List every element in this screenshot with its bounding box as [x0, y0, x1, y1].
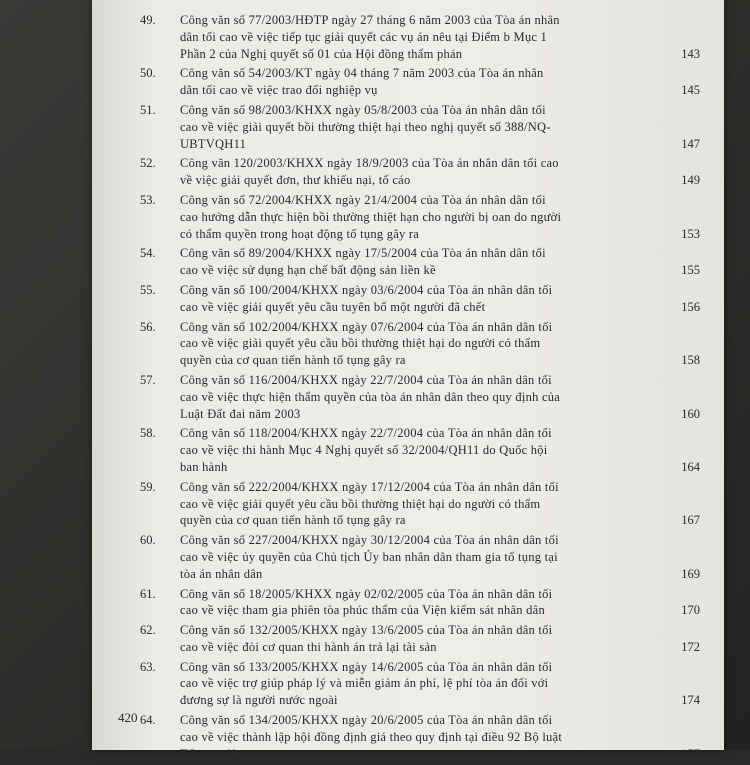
entry-title: Công văn số 133/2005/KHXX ngày 14/6/2005 của Tòa án nhân dân tối cao về việc trợ giúp pháp lý và miễn giảm án phí, lệ phí tòa án đối với đương sự là người nước ngoài — [180, 659, 553, 708]
entry-page-number: 149 — [681, 173, 700, 188]
entry-title: Công văn số 227/2004/KHXX ngày 30/12/2004 của Tòa án nhân dân tối cao về việc ủy quyền của Chủ tịch Ủy ban nhân dân tham gia tố tụng tại tòa án nhân dân — [180, 533, 559, 581]
entry-title: Công văn số 98/2003/KHXX ngày 05/8/2003 của Tòa án nhân dân tối cao về việc giải quyết bồi thường thiệt hại theo nghị quyết số 388/NQ-UBTVQH11 — [180, 102, 551, 151]
entry-title: Công văn số 134/2005/KHXX ngày 20/6/2005 của Tòa án nhân dân tối cao về việc thành lập hội đồng định giá theo quy định tại điều 92 Bộ luật Tố tụng dân sự — [180, 713, 563, 761]
entry-number: 52. — [140, 156, 156, 171]
entry-number: 64. — [140, 713, 156, 728]
toc-entry — [140, 245, 700, 279]
entry-page-number: 160 — [681, 406, 700, 421]
entry-title: Công văn số 89/2004/KHXX ngày 17/5/2004 của Tòa án nhân dân tối cao về việc sử dụng hạn chế bất động sản liền kề — [180, 246, 546, 278]
entry-title: Công văn số 100/2004/KHXX ngày 03/6/2004 của Tòa án nhân dân tối cao về việc giải quyết yêu cầu tuyên bố một người đã chết — [180, 282, 553, 314]
entry-page-number: 158 — [681, 353, 700, 368]
toc-entry — [140, 712, 700, 762]
toc-entry — [140, 532, 700, 582]
entry-number: 62. — [140, 623, 156, 638]
entry-number: 56. — [140, 319, 156, 334]
entry-number: 63. — [140, 659, 156, 674]
entry-page-number: 145 — [681, 83, 700, 98]
entry-title: Công văn số 102/2004/KHXX ngày 07/6/2004 của Tòa án nhân dân tối cao về việc giải quyết yêu cầu bồi thường thiệt hại do người có thẩm quyền của cơ quan tiến hành tố tụng gây ra — [180, 319, 553, 368]
entry-title: Công văn số 54/2003/KT ngày 04 tháng 7 năm 2003 của Tòa án nhân dân tối cao về việc trao đổi nghiệp vụ — [180, 66, 544, 98]
entry-page-number: 147 — [681, 136, 700, 151]
entry-title: Công văn số 118/2004/KHXX ngày 22/7/2004 của Tòa án nhân dân tối cao về việc thi hành Mục 4 Nghị quyết số 32/2004/QH11 do Quốc hội ban hành — [180, 426, 552, 474]
toc-entry — [140, 425, 700, 475]
entry-number: 50. — [140, 66, 156, 81]
toc-entry — [140, 65, 700, 99]
toc-entry — [140, 102, 700, 152]
entry-number: 54. — [140, 246, 156, 261]
entry-page-number: 167 — [681, 513, 700, 528]
entry-page-number: 156 — [681, 299, 700, 314]
entry-number: 55. — [140, 282, 156, 297]
table-of-contents — [140, 12, 700, 765]
entry-number: 53. — [140, 192, 156, 207]
toc-entry — [140, 479, 700, 529]
entry-title: Công văn số 77/2003/HĐTP ngày 27 tháng 6 năm 2003 của Tòa án nhân dân tối cao về việc tiếp tục giải quyết các vụ án nêu tại Điểm b Mục 1 Phần 2 của Nghị quyết số 01 của Hội đồng thẩm phán — [180, 13, 560, 61]
book-page — [92, 0, 724, 761]
toc-entry — [140, 282, 700, 316]
toc-entry — [140, 319, 700, 369]
entry-title: Công văn số 72/2004/KHXX ngày 21/4/2004 của Tòa án nhân dân tối cao hướng dẫn thực hiện bồi thường thiệt hạn cho người bị oan do người có thẩm quyền trong hoạt động tố tụng gây ra — [180, 192, 562, 241]
toc-entry — [140, 372, 700, 422]
entry-page-number: 143 — [681, 46, 700, 61]
entry-title: Công văn số 222/2004/KHXX ngày 17/12/2004 của Tòa án nhân dân tối cao về việc giải quyết yêu cầu bồi thường thiệt hại do người có thẩm quyền của cơ quan tiến hành tố tụng gây ra — [180, 479, 559, 528]
entry-page-number: 169 — [681, 566, 700, 581]
entry-title: Công văn số 116/2004/KHXX ngày 22/7/2004 của Tòa án nhân dân tối cao về việc thực hiện thẩm quyền của tòa án nhân dân theo quy định của Luật Đất đai năm 2003 — [180, 372, 561, 421]
entry-title: Công văn số 132/2005/KHXX ngày 13/6/2005 của Tòa án nhân dân tối cao về việc đòi cơ quan thi hành án trả lại tài sản — [180, 623, 553, 654]
entry-page-number: 170 — [681, 603, 700, 618]
toc-entry — [140, 586, 700, 620]
entry-title: Công văn 120/2003/KHXX ngày 18/9/2003 của Tòa án nhân dân tối cao về việc giải quyết đơn, thư khiếu nại, tố cáo — [180, 156, 559, 188]
entry-page-number: 174 — [681, 693, 700, 708]
toc-entry — [140, 12, 700, 62]
entry-number: 61. — [140, 586, 156, 601]
entry-page-number: 164 — [681, 459, 700, 474]
toc-entry — [140, 659, 700, 709]
entry-title: Công văn số 18/2005/KHXX ngày 02/02/2005 của Tòa án nhân dân tối cao về việc tham gia phiên tòa phúc thẩm của Viện kiểm sát nhân dân — [180, 586, 553, 618]
entry-number: 58. — [140, 426, 156, 441]
entry-page-number: 172 — [681, 639, 700, 654]
entry-page-number: 155 — [681, 263, 700, 278]
entry-number: 60. — [140, 533, 156, 548]
entry-number: 51. — [140, 102, 156, 117]
toc-entry — [140, 155, 700, 189]
page-number: 420 — [118, 710, 138, 725]
entry-number: 59. — [140, 479, 156, 494]
entry-number: 49. — [140, 13, 156, 27]
entry-page-number: 153 — [681, 226, 700, 241]
entry-number: 57. — [140, 372, 156, 387]
toc-entry — [140, 192, 700, 242]
toc-entry — [140, 622, 700, 656]
entry-page-number: 177 — [681, 746, 700, 761]
